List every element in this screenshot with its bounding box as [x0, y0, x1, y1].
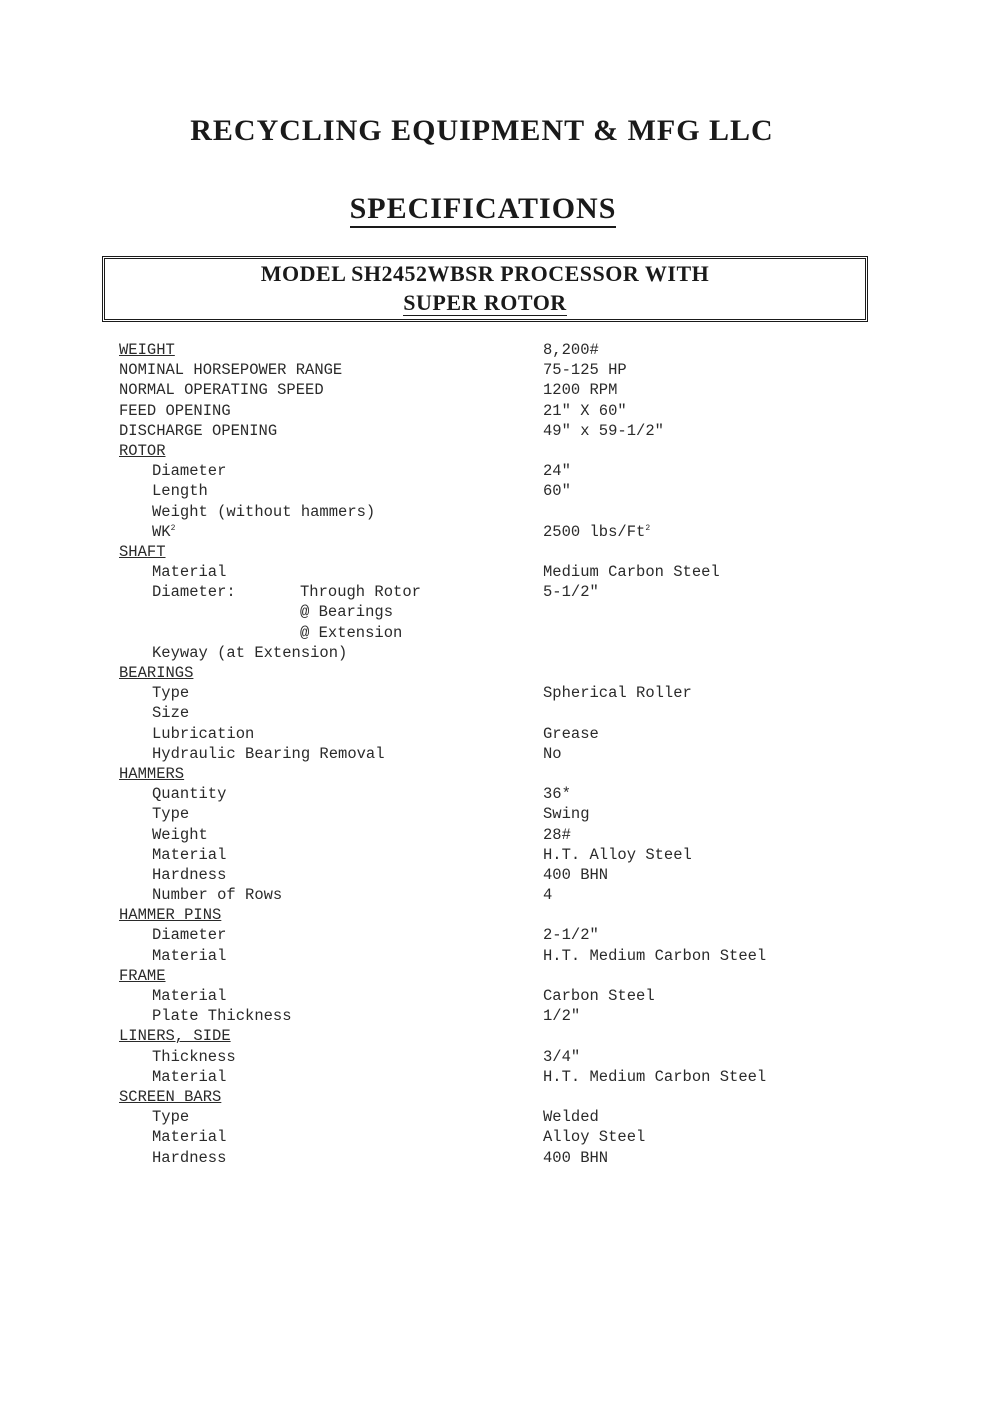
spec-label: Material	[152, 987, 227, 1005]
spec-sublabel: Through Rotor	[300, 583, 421, 602]
spec-value: Spherical Roller	[543, 684, 692, 703]
spec-label: Weight (without hammers)	[152, 502, 376, 521]
spec-row	[0, 845, 992, 865]
section-heading: LINERS, SIDE	[119, 1027, 231, 1046]
spec-value: 4	[543, 886, 553, 905]
spec-label: NORMAL OPERATING SPEED	[119, 381, 324, 400]
spec-value: 21″ X 60″	[543, 401, 627, 420]
spec-value: H.T. Medium Carbon Steel	[543, 1067, 767, 1086]
spec-value: 400 BHN	[543, 865, 609, 884]
spec-value-group	[543, 1148, 608, 1168]
spec-value-group	[543, 380, 617, 400]
spec-value-group	[543, 481, 571, 501]
spec-label: Size	[152, 704, 190, 723]
spec-row	[0, 421, 992, 441]
spec-value: Medium Carbon Steel	[543, 563, 720, 582]
spec-label: Material	[152, 845, 227, 864]
spec-label: Material	[152, 1067, 227, 1086]
spec-value-group	[543, 784, 571, 804]
spec-value: 2500 lbs/Ft	[543, 522, 646, 541]
spec-value: 1/2″	[543, 1007, 581, 1026]
spec-row	[0, 946, 992, 966]
spec-label: Diameter	[152, 926, 227, 945]
spec-label: WEIGHT	[119, 341, 175, 359]
section-heading: HAMMERS	[119, 764, 185, 783]
section-heading: HAMMER PINS	[119, 906, 222, 925]
spec-row	[0, 744, 992, 764]
spec-label: Hydraulic Bearing Removal	[152, 744, 385, 763]
spec-label: Keyway (at Extension)	[152, 643, 348, 662]
spec-value-group	[543, 582, 599, 602]
spec-label: Material	[152, 563, 227, 582]
section-heading: ROTOR	[119, 441, 166, 460]
spec-value: No	[543, 744, 562, 763]
spec-row	[0, 1047, 992, 1067]
spec-section-row	[0, 966, 992, 986]
spec-row	[0, 724, 992, 744]
spec-row	[0, 703, 992, 723]
spec-value: 3/4″	[543, 1047, 581, 1066]
page-title	[0, 192, 966, 226]
spec-row	[0, 865, 992, 885]
spec-section-row	[0, 542, 992, 562]
spec-row	[0, 582, 992, 602]
spec-value: 8,200#	[543, 341, 599, 359]
spec-value-group	[543, 522, 650, 542]
spec-value-group	[543, 1127, 645, 1147]
spec-value-group	[543, 825, 571, 845]
spec-label: Lubrication	[152, 724, 255, 743]
spec-value-group	[543, 421, 664, 441]
spec-value-superscript: 2	[645, 523, 651, 533]
spec-row	[0, 925, 992, 945]
page-title-text: SPECIFICATIONS	[350, 192, 617, 228]
spec-label: DISCHARGE OPENING	[119, 421, 278, 440]
spec-section-row	[0, 764, 992, 784]
spec-value-group	[543, 925, 599, 945]
spec-label: Material	[152, 1128, 227, 1147]
spec-row	[0, 461, 992, 481]
spec-label: FEED OPENING	[119, 401, 231, 420]
spec-row	[0, 804, 992, 824]
spec-label: Thickness	[152, 1047, 236, 1066]
spec-section-row	[0, 663, 992, 683]
spec-label: Type	[152, 1108, 190, 1127]
spec-value: 36*	[543, 785, 571, 804]
section-heading: FRAME	[119, 966, 166, 985]
spec-row	[0, 401, 992, 421]
spec-value: 2-1/2″	[543, 926, 599, 945]
spec-value-group	[543, 946, 766, 966]
spec-label-group	[152, 522, 175, 542]
spec-value-group	[543, 1006, 580, 1026]
spec-row	[0, 380, 992, 400]
spec-row	[0, 825, 992, 845]
spec-label: Hardness	[152, 1148, 227, 1167]
spec-section-row	[0, 905, 992, 925]
spec-row	[0, 683, 992, 703]
model-title-line2-text: SUPER ROTOR	[403, 290, 567, 315]
spec-value-group	[543, 461, 571, 481]
spec-value-group	[543, 340, 599, 360]
spec-label: Diameter	[152, 462, 227, 481]
spec-value: Alloy Steel	[543, 1128, 646, 1147]
spec-sublabel: @ Bearings	[300, 603, 394, 622]
section-heading: BEARINGS	[119, 664, 194, 682]
spec-section-row	[0, 1026, 992, 1046]
spec-label: Plate Thickness	[152, 1007, 292, 1026]
spec-row	[0, 986, 992, 1006]
spec-section-row	[0, 1087, 992, 1107]
spec-label: Length	[152, 482, 208, 501]
spec-label: Diameter:	[152, 583, 236, 602]
spec-value: 49″ x 59-1/2″	[543, 421, 664, 440]
spec-value-group	[543, 360, 627, 380]
spec-value: Welded	[543, 1108, 599, 1127]
spec-value: H.T. Alloy Steel	[543, 845, 692, 864]
spec-label-superscript: 2	[170, 523, 176, 533]
spec-row	[0, 885, 992, 905]
spec-row	[0, 623, 992, 643]
spec-value: 75-125 HP	[543, 361, 627, 380]
spec-value: 24″	[543, 462, 571, 481]
spec-row	[0, 481, 992, 501]
spec-row	[0, 340, 992, 360]
spec-value: Swing	[543, 805, 590, 824]
spec-sublabel: @ Extension	[300, 623, 403, 642]
spec-value-group	[543, 804, 590, 824]
model-title-line2	[105, 290, 865, 316]
spec-row	[0, 1148, 992, 1168]
section-heading: SHAFT	[119, 542, 166, 561]
spec-value-group	[543, 562, 720, 582]
spec-value: Grease	[543, 724, 599, 743]
spec-value-group	[543, 845, 692, 865]
spec-label: WK	[152, 522, 171, 541]
spec-label: Type	[152, 805, 190, 824]
spec-row	[0, 784, 992, 804]
spec-value-group	[543, 401, 627, 421]
spec-label: Number of Rows	[152, 886, 283, 905]
model-title-line1: MODEL SH2452WBSR PROCESSOR WITH	[260, 261, 710, 286]
spec-value-group	[543, 865, 608, 885]
spec-value: 60″	[543, 482, 571, 501]
spec-section-row	[0, 441, 992, 461]
spec-value: Carbon Steel	[543, 987, 655, 1005]
spec-row	[0, 643, 992, 663]
spec-label: Hardness	[152, 865, 227, 884]
spec-label: Weight	[152, 825, 208, 844]
spec-value: 400 BHN	[543, 1148, 609, 1167]
spec-row	[0, 1067, 992, 1087]
spec-value-group	[543, 1107, 599, 1127]
spec-value-group	[543, 885, 552, 905]
spec-value-group	[543, 986, 655, 1006]
spec-value: 28#	[543, 825, 571, 844]
company-name: RECYCLING EQUIPMENT & MFG LLC	[190, 114, 774, 147]
spec-row	[0, 562, 992, 582]
section-heading: SCREEN BARS	[119, 1087, 222, 1106]
spec-row	[0, 522, 992, 542]
spec-value: H.T. Medium Carbon Steel	[543, 946, 767, 965]
spec-row	[0, 1127, 992, 1147]
spec-label: Material	[152, 946, 227, 965]
spec-label: Quantity	[152, 785, 227, 804]
spec-value-group	[543, 1067, 766, 1087]
spec-row	[0, 602, 992, 622]
spec-row	[0, 502, 992, 522]
spec-value: 5-1/2″	[543, 583, 599, 602]
spec-row	[0, 1006, 992, 1026]
spec-value-group	[543, 724, 599, 744]
spec-list	[0, 340, 992, 1168]
spec-value-group	[543, 683, 692, 703]
spec-value-group	[543, 744, 562, 764]
spec-value: 1200 RPM	[543, 381, 618, 400]
spec-row	[0, 360, 992, 380]
spec-row	[0, 1107, 992, 1127]
model-box	[102, 256, 868, 322]
spec-label: NOMINAL HORSEPOWER RANGE	[119, 361, 343, 380]
spec-value-group	[543, 1047, 580, 1067]
spec-label: Type	[152, 684, 190, 703]
